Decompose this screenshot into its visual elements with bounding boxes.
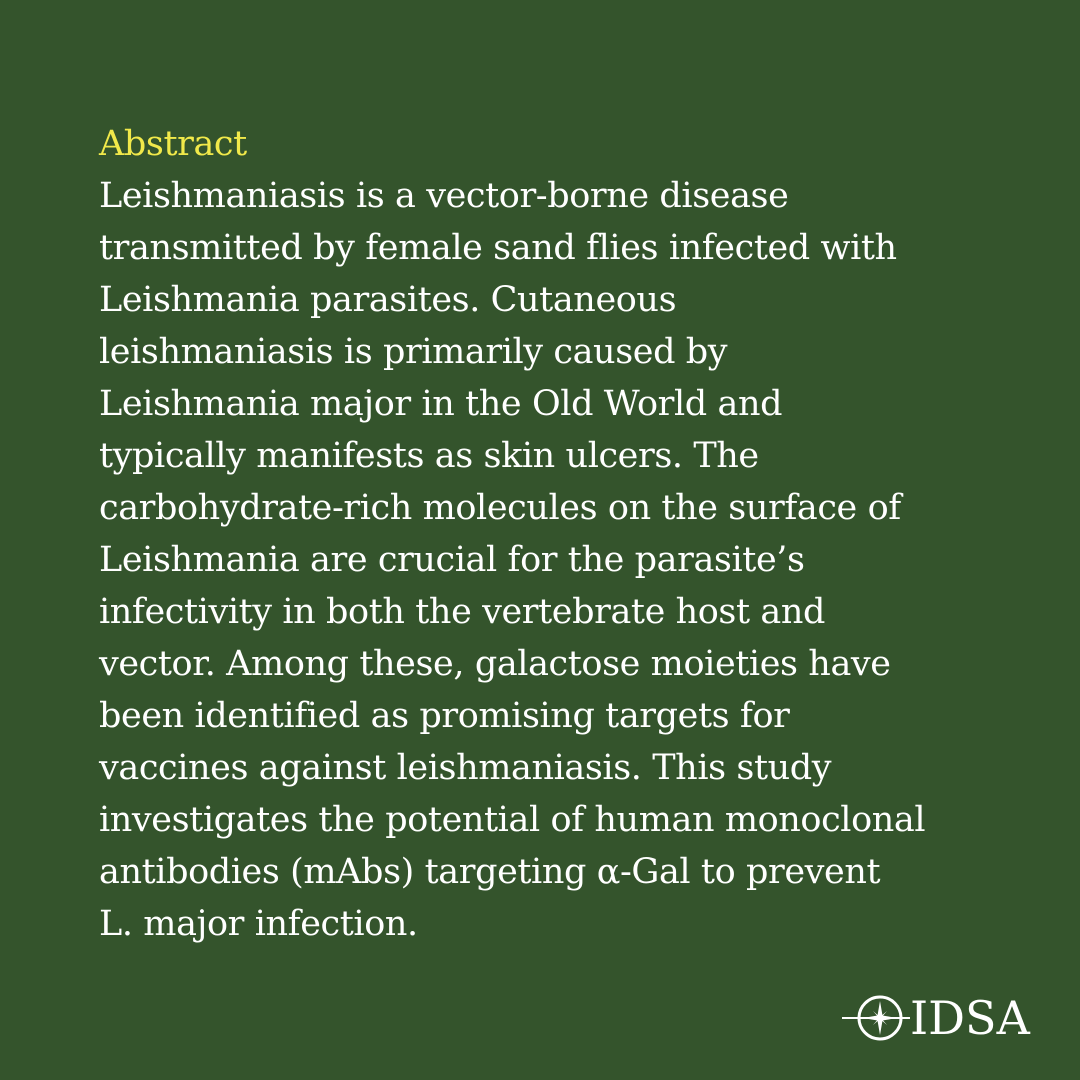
abstract-line: carbohydrate-rich molecules on the surface of: [99, 488, 901, 528]
abstract-line: antibodies (mAbs) targeting α-Gal to prevent: [99, 852, 881, 892]
abstract-line: infectivity in both the vertebrate host and: [99, 592, 825, 632]
abstract-body: [99, 170, 1019, 950]
abstract-line: typically manifests as skin ulcers. The: [99, 436, 759, 476]
abstract-line: Leishmania parasites. Cutaneous: [99, 280, 677, 320]
abstract-section: [99, 118, 1019, 950]
abstract-line: transmitted by female sand flies infected with: [99, 228, 897, 268]
abstract-heading: Abstract: [99, 124, 247, 164]
abstract-line: Leishmania major in the Old World and: [99, 384, 783, 424]
abstract-line: investigates the potential of human monoclonal: [99, 800, 926, 840]
compass-star-icon: [842, 988, 910, 1048]
abstract-line: vaccines against leishmaniasis. This study: [99, 748, 832, 788]
abstract-line: been identified as promising targets for: [99, 696, 790, 736]
abstract-line: L. major infection.: [99, 904, 418, 944]
abstract-line: leishmaniasis is primarily caused by: [99, 332, 728, 372]
idsa-logo: [842, 988, 1052, 1048]
abstract-line: Leishmaniasis is a vector-borne disease: [99, 176, 789, 216]
logo-wordmark: IDSA: [910, 991, 1030, 1045]
abstract-line: Leishmania are crucial for the parasite’s: [99, 540, 805, 580]
abstract-line: vector. Among these, galactose moieties have: [99, 644, 891, 684]
